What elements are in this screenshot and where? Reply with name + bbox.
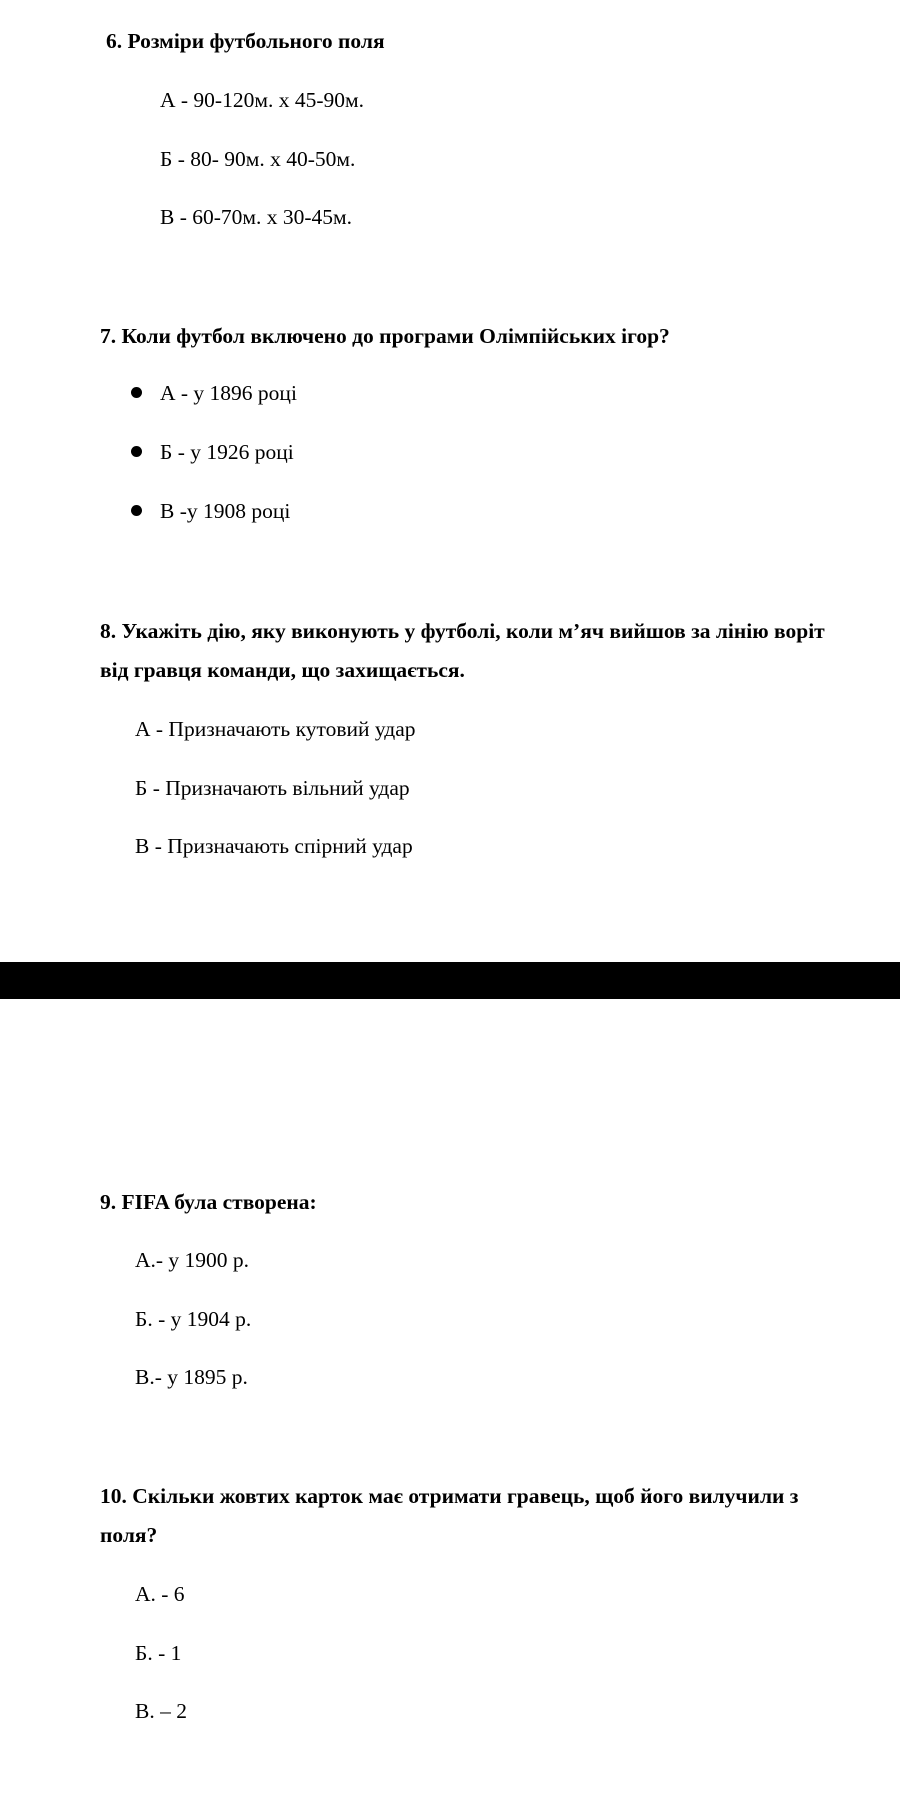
question-text: Коли футбол включено до програми Олімпійських ігор?	[121, 324, 670, 348]
question-9-option-a: А.- у 1900 р.	[135, 1248, 250, 1272]
bullet-icon	[131, 387, 142, 398]
question-8-title-line-2: від гравця команди, що захищається.	[100, 658, 465, 682]
question-text: FIFA була створена:	[121, 1190, 317, 1214]
question-number: 9.	[100, 1190, 117, 1214]
question-8-option-c: В - Призначають спірний удар	[135, 834, 413, 858]
question-10-title-line-2: поля?	[100, 1523, 158, 1547]
question-6-option-a: А - 90-120м. х 45-90м.	[160, 88, 364, 112]
question-6-option-b: Б - 80- 90м. х 40-50м.	[160, 147, 356, 171]
question-7-title	[100, 316, 670, 356]
question-7-option-a: А - у 1896 році	[160, 381, 297, 405]
question-9-option-b: Б. - у 1904 р.	[135, 1307, 252, 1331]
question-text: Укажіть дію, яку виконують у футболі, коли м’яч вийшов за лінію воріт	[121, 619, 825, 643]
question-8-title-line-1	[100, 611, 825, 651]
question-10-title-line-1	[100, 1476, 798, 1516]
question-10-option-a: А. - 6	[135, 1582, 185, 1606]
bullet-icon	[131, 505, 142, 516]
question-7-option-b: Б - у 1926 році	[160, 440, 294, 464]
question-8-option-b: Б - Призначають вільний удар	[135, 776, 410, 800]
question-number: 7.	[100, 324, 117, 348]
bullet-icon	[131, 446, 142, 457]
question-10-option-c: В. – 2	[135, 1699, 187, 1723]
question-6-title	[106, 21, 385, 61]
page-separator	[0, 962, 900, 999]
question-text: Скільки жовтих карток має отримати гравець, щоб його вилучили з	[132, 1484, 799, 1508]
document-page-2	[0, 999, 900, 1800]
question-text: Розміри футбольного поля	[127, 29, 385, 53]
question-6-option-c: В - 60-70м. х 30-45м.	[160, 205, 353, 229]
question-7-option-c: В -у 1908 році	[160, 499, 291, 523]
question-8-option-a: А - Призначають кутовий удар	[135, 717, 416, 741]
question-9-title	[100, 1182, 317, 1222]
question-number: 10.	[100, 1484, 127, 1508]
question-10-option-b: Б. - 1	[135, 1641, 182, 1665]
question-9-option-c: В.- у 1895 р.	[135, 1365, 248, 1389]
question-number: 6.	[106, 29, 123, 53]
question-number: 8.	[100, 619, 117, 643]
